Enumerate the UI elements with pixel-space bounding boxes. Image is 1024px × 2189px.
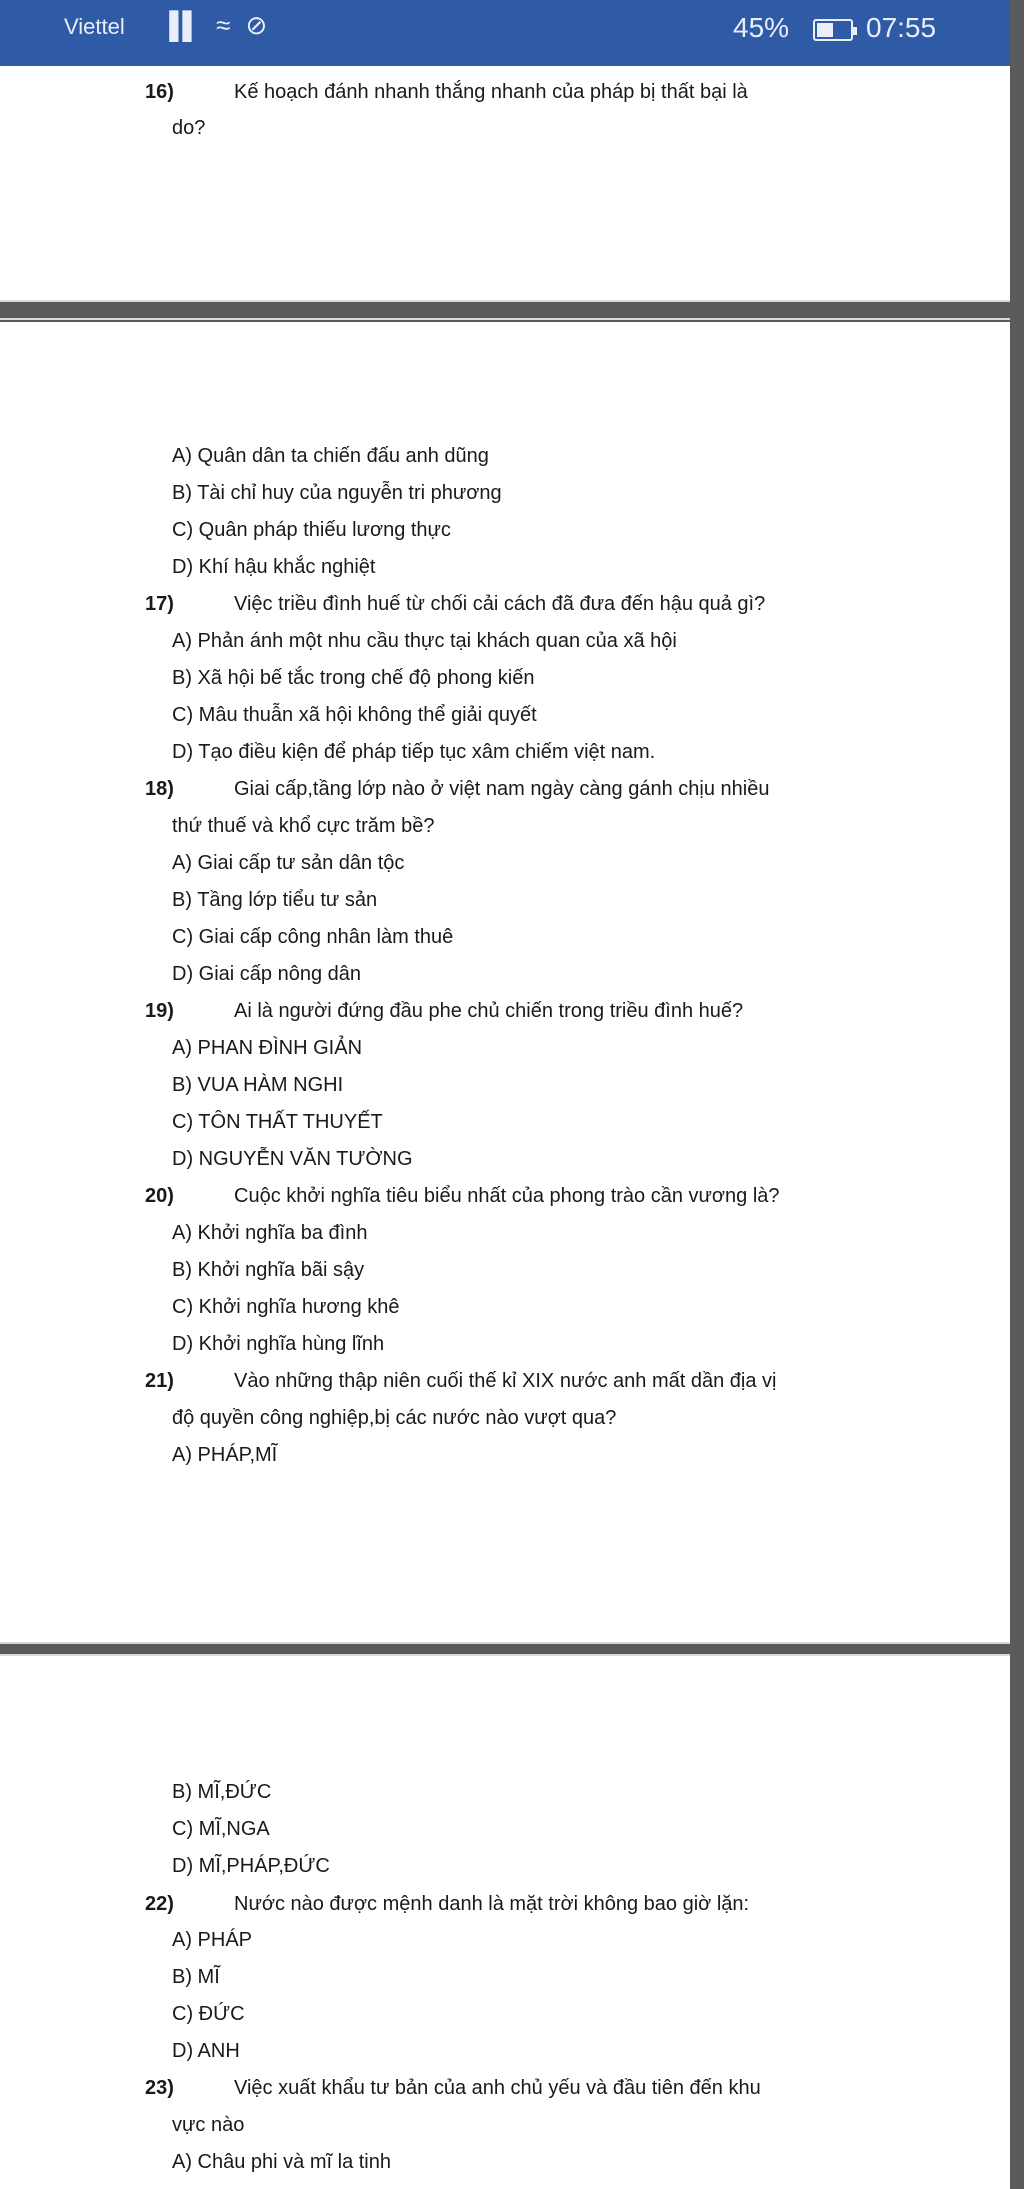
option: A) Giai cấp tư sản dân tộc <box>172 852 405 874</box>
question-number: 18) <box>145 778 174 800</box>
option: D) Giai cấp nông dân <box>172 963 362 985</box>
option: C) Quân pháp thiếu lương thực <box>172 519 451 541</box>
question-number: 19) <box>145 1000 174 1022</box>
option: A) PHÁP,MĨ <box>172 1444 278 1466</box>
option: B) Khởi nghĩa bãi sậy <box>172 1259 365 1281</box>
option: B) Tầng lớp tiểu tư sản <box>172 889 378 911</box>
option: B) Xã hội bế tắc trong chế độ phong kiến <box>172 667 535 689</box>
option: A) PHAN ĐÌNH GIẢN <box>172 1037 363 1059</box>
document-page-middle <box>0 322 1010 1642</box>
question-text: Vào những thập niên cuối thế kỉ XIX nước anh mất dần địa vị <box>234 1370 777 1392</box>
question-text-cont: do? <box>172 117 206 139</box>
option: C) Khởi nghĩa hương khê <box>172 1296 400 1318</box>
question-number: 21) <box>145 1370 174 1392</box>
document-page-bottom <box>0 1656 1010 2189</box>
option: C) ĐỨC <box>172 2003 245 2025</box>
question-number: 16) <box>145 81 174 103</box>
option: A) Quân dân ta chiến đấu anh dũng <box>172 445 489 467</box>
option: B) MĨ <box>172 1966 220 1988</box>
question-text: Cuộc khởi nghĩa tiêu biểu nhất của phong trào cần vương là? <box>234 1185 780 1207</box>
question-text-cont: độ quyền công nghiệp,bị các nước nào vượt qua? <box>172 1407 617 1429</box>
option: D) Khởi nghĩa hùng lĩnh <box>172 1333 385 1355</box>
option: C) MĨ,NGA <box>172 1818 270 1840</box>
question-text: Kế hoạch đánh nhanh thắng nhanh của pháp bị thất bại là <box>234 81 748 103</box>
signal-wifi-icon: ▐▌ ≈ ⊘ <box>160 10 272 40</box>
option: B) VUA HÀM NGHI <box>172 1074 344 1096</box>
question-text: Nước nào được mệnh danh là mặt trời không bao giờ lặn: <box>234 1893 750 1915</box>
page-separator <box>0 1642 1010 1644</box>
question-text: Việc xuất khẩu tư bản của anh chủ yếu và đầu tiên đến khu <box>234 2077 761 2099</box>
option: B) Tài chỉ huy của nguyễn tri phương <box>172 482 502 504</box>
question-text: Ai là người đứng đầu phe chủ chiến trong triều đình huế? <box>234 1000 744 1022</box>
carrier-name: Viettel <box>64 14 125 39</box>
document-page-top <box>0 66 1010 300</box>
option: D) Tạo điều kiện để pháp tiếp tục xâm chiếm việt nam. <box>172 741 656 763</box>
status-bar <box>0 0 1010 66</box>
option: C) Mâu thuẫn xã hội không thể giải quyết <box>172 704 537 726</box>
page-separator <box>0 318 1010 320</box>
option: A) Phản ánh một nhu cầu thực tại khách quan của xã hội <box>172 630 677 652</box>
option: B) MĨ,ĐỨC <box>172 1781 272 1803</box>
option: A) PHÁP <box>172 1929 253 1951</box>
battery-percent: 45% <box>733 12 790 43</box>
question-text-cont: thứ thuế và khổ cực trăm bề? <box>172 815 435 837</box>
question-number: 20) <box>145 1185 174 1207</box>
option: D) Khí hậu khắc nghiệt <box>172 556 376 578</box>
option: C) Giai cấp công nhân làm thuê <box>172 926 454 948</box>
question-text-cont: vực nào <box>172 2114 245 2136</box>
question-number: 17) <box>145 593 174 615</box>
option: A) Khởi nghĩa ba đình <box>172 1222 368 1244</box>
question-number: 22) <box>145 1893 174 1915</box>
question-number: 23) <box>145 2077 174 2099</box>
page-separator <box>0 300 1010 302</box>
question-text: Giai cấp,tầng lớp nào ở việt nam ngày càng gánh chịu nhiều <box>234 778 770 800</box>
clock: 07:55 <box>866 12 937 43</box>
question-text: Việc triều đình huế từ chối cải cách đã đưa đến hậu quả gì? <box>234 593 766 615</box>
option: D) MĨ,PHÁP,ĐỨC <box>172 1855 330 1877</box>
option: C) TÔN THẤT THUYẾT <box>172 1111 383 1133</box>
option: D) NGUYỄN VĂN TƯỜNG <box>172 1148 413 1170</box>
option: D) ANH <box>172 2040 240 2062</box>
option: A) Châu phi và mĩ la tinh <box>172 2151 391 2173</box>
battery-icon <box>813 19 853 41</box>
